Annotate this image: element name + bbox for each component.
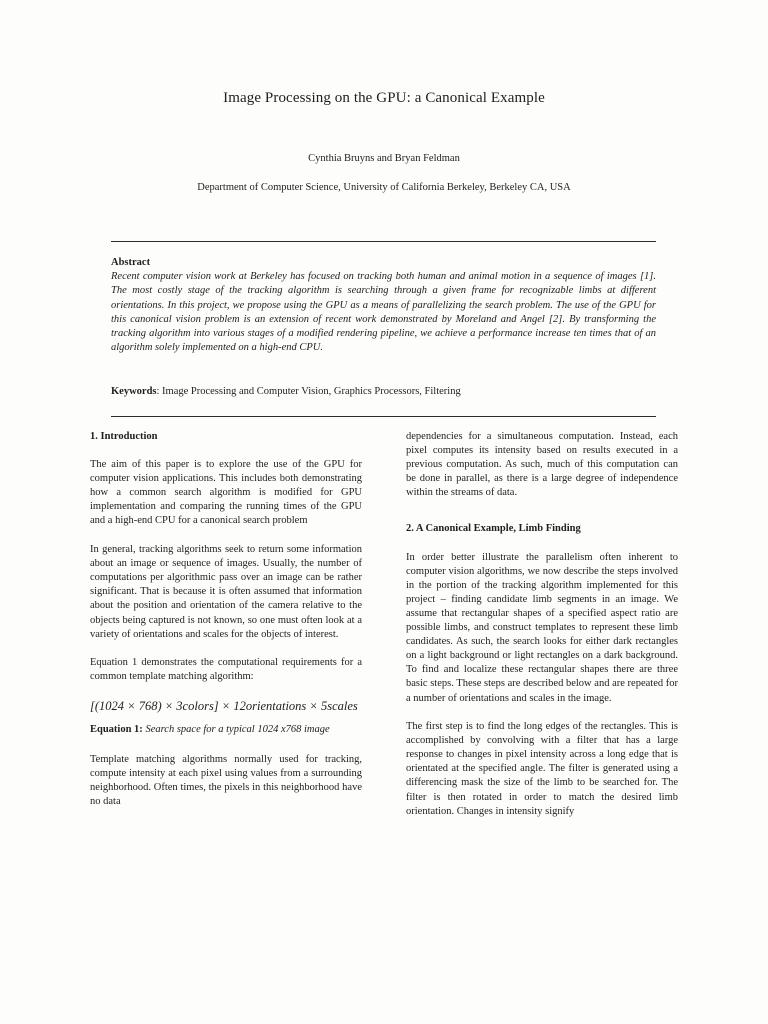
paragraph: The first step is to find the long edges of the rectangles. This is accomplished by convolving with a filter that has a large response to changes in pixel intensity across a long edge that is orientated at the specified angle. The filter is generated using a differencing mask the size of the limb to be searched for. The filter is then rotated in order to match the desired limb orientation. Changes in intensity signify [406,721,678,817]
paragraph: Template matching algorithms normally used for tracking, compute intensity at each pixel using values from a surrounding neighborhood. Often times, the pixels in this neighborhood have no data [90,754,362,808]
paper-title: Image Processing on the GPU: a Canonical Example [223,90,545,106]
left-column [90,430,362,824]
section-heading-limb-finding: 2. A Canonical Example, Limb Finding [406,523,581,535]
equation-caption [90,723,362,737]
paragraph: dependencies for a simultaneous computation. Instead, each pixel computes its intensity based on results executed in a previous computation. As such, much of this computation can be done in parallel, as there is a large degree of independence within the streams of data. [406,431,678,499]
paragraph: Equation 1 demonstrates the computational requirements for a common template matching algorithm: [90,657,362,683]
abstract-text: Recent computer vision work at Berkeley has focused on tracking both human and animal motion in a sequence of images [1]. The most costly stage of the tracking algorithm is searching through a given frame for recognizable limbs at different orientations. In this project, we propose using the GPU as a means of parallelizing the search problem. The use of the GPU for this canonical vision problem is an extension of recent work demonstrated by Moreland and Angel [2]. By transforming the tracking algorithm into various stages of a modified rendering pipeline, we achieve a performance increase ten times that of an algorithm solely implemented on a high-end CPU. [111,271,656,354]
paragraph: The aim of this paper is to explore the use of the GPU for computer vision applications. This includes both demonstrating how a common search algorithm is modified for GPU implementation and comparing the running times of the GPU and a high-end CPU for a canonical search problem [90,459,362,527]
author-list: Cynthia Bruyns and Bryan Feldman [308,153,460,164]
keywords-line [111,386,656,397]
section-heading-introduction: 1. Introduction [90,431,158,442]
bottom-rule [111,416,656,417]
paragraph: In order better illustrate the parallelism often inherent to computer vision algorithms, we now describe the steps involved in the portion of the tracking algorithm implemented for this project – finding candidate limb segments in an image. We assume that rectangular shapes of a specified aspect ratio are possible limbs, and construct templates to represent these limb candidates. As such, the search looks for either dark rectangles on a light background or light rectangles on a dark background. To find and localize these rectangular shapes there are three basic steps. These steps are described below and are repeated for a number of orientations and scales in the image. [406,551,678,704]
equation-1: [(1024 × 768) × 3colors] × 12orientations × 5scales [90,698,358,713]
abstract-block [111,256,656,355]
keywords-label: Keywords [111,386,157,397]
right-column [406,430,678,833]
equation-caption-text: Search space for a typical 1024 x768 image [142,724,330,735]
affiliation: Department of Computer Science, University of California Berkeley, Berkeley CA, USA [197,182,571,193]
top-rule [111,241,656,242]
abstract-heading: Abstract [111,257,151,268]
keywords-text: : Image Processing and Computer Vision, Graphics Processors, Filtering [156,386,461,397]
equation-caption-label: Equation 1: [90,724,143,735]
paragraph: In general, tracking algorithms seek to return some information about an image or sequence of images. Usually, the number of computations per algorithmic pass over an image can be rather significant. That is because it is often assumed that information about the position and orientation of the camera relative to the objects being captured is not known, so one must often look at a variety of orientations and scales for the objects of interest. [90,544,362,640]
